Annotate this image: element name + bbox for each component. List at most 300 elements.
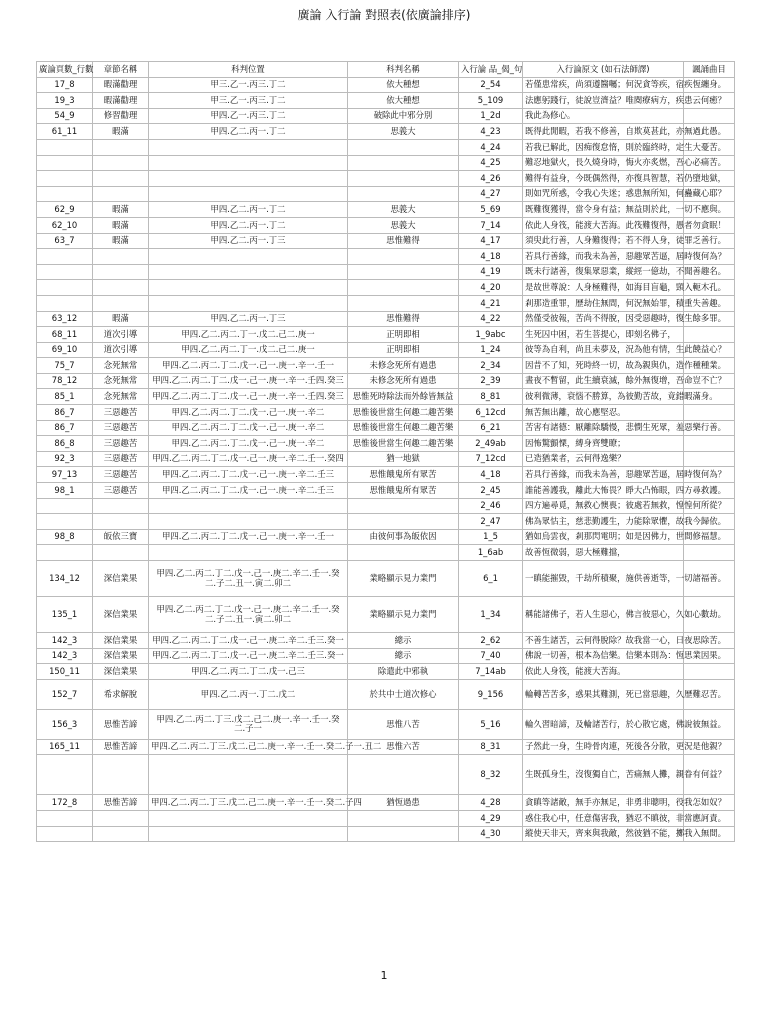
table-cell [149,280,348,296]
table-row [37,498,735,514]
table-cell [684,664,735,680]
table-cell: 生既孤身生，沒復獨自亡，苦痛無人攤，親眷有何益？ [523,755,684,795]
table-cell: 98_8 [37,529,93,545]
table-cell [684,436,735,452]
table-cell: 正明即相 [348,342,459,358]
table-cell: 已造猶業者，云何得逸樂？ [523,451,684,467]
table-cell: 苦害有諸德：厭離除驕慢，悲憫生死眾，羞惡樂行善。 [523,420,684,436]
table-cell: 法應躬踐行，徒說豈濟益？唯閱療病方，疾患云何癒？ [523,93,684,109]
table-row [37,358,735,374]
table-cell: 思惟苦諦 [93,739,149,755]
table-cell: 142_3 [37,648,93,664]
table-row [37,633,735,649]
table-cell [93,498,149,514]
table-cell [93,249,149,265]
table-cell [348,171,459,187]
table-cell: 須臾此行善，人身難復得；若不得人身，徒罪乏善行。 [523,233,684,249]
table-row [37,755,735,795]
table-cell: 156_3 [37,709,93,739]
table-cell [93,826,149,842]
table-cell: 道次引導 [93,342,149,358]
table-cell: 甲四.乙二.丙二.丁三.戊二.己二.庚一.辛一.壬一.癸二.子一.丑二 [149,739,348,755]
table-cell: 暇滿勸理 [93,93,149,109]
table-cell [37,755,93,795]
table-cell: 甲四.乙二.丙二.丁二.戊一.己一.庚一.辛二 [149,436,348,452]
table-cell [37,171,93,187]
table-header-row [37,62,735,78]
table-cell [149,826,348,842]
header-outline-position: 科判位置 [149,62,348,78]
table-cell [37,826,93,842]
table-cell: 63_12 [37,311,93,327]
table-cell: 甲四.乙二.丙二.丁二.戊一.己一.庚一.辛二.壬三 [149,483,348,499]
table-cell [37,280,93,296]
table-cell: 4_19 [459,264,523,280]
table-cell: 正明即相 [348,327,459,343]
table-cell [348,826,459,842]
table-cell [37,139,93,155]
table-cell: 8_81 [459,389,523,405]
table-row [37,108,735,124]
table-cell: 69_10 [37,342,93,358]
table-row [37,467,735,483]
table-cell: 深信業果 [93,648,149,664]
table-row [37,405,735,421]
table-cell: 甲四.乙二.丙二.丁二.戊一.己三 [149,664,348,680]
table-cell [149,249,348,265]
table-cell [93,514,149,530]
table-cell [37,264,93,280]
table-cell [149,545,348,561]
table-cell: 三惡趣苦 [93,483,149,499]
table-row [37,664,735,680]
table-cell: 甲四.乙一.丙三.丁二 [149,108,348,124]
table-cell: 4_20 [459,280,523,296]
table-cell [348,295,459,311]
table-cell: 一瞋能摧毀，千劫所積聚，施供善逝等，一切諸福善。 [523,561,684,597]
table-cell: 依此人身筏，能渡大苦海。此筏難復得，愚者勿貪眠！ [523,217,684,233]
table-cell: 誰能善護我，離此大怖畏？睜大凸怖眼，四方尋救護。 [523,483,684,499]
table-cell: 甲四.乙二.丙二.丁二.戊一.己一.庚一.辛二.壬一.癸四 [149,451,348,467]
table-cell: 1_24 [459,342,523,358]
table-row [37,171,735,187]
table-cell [348,810,459,826]
table-cell: 暇滿 [93,233,149,249]
table-row [37,795,735,811]
table-body [37,77,735,842]
table-cell: 甲四.乙二.丙一.丁二 [149,124,348,140]
table-cell: 7_14ab [459,664,523,680]
table-cell: 思惟難得 [348,311,459,327]
table-cell: 於共中士道次修心 [348,679,459,709]
table-cell: 9_156 [459,679,523,709]
table-cell: 6_21 [459,420,523,436]
table-row [37,93,735,109]
table-cell: 三惡趣苦 [93,451,149,467]
table-cell: 75_7 [37,358,93,374]
table-cell: 4_29 [459,810,523,826]
table-cell [149,810,348,826]
table-cell: 未修念死所有過患 [348,358,459,374]
table-cell: 未修念死所有過患 [348,373,459,389]
table-cell: 若具行善緣，而我未為善，惡趣眾苦逼，屆時復何為？ [523,249,684,265]
table-cell [684,108,735,124]
table-row [37,342,735,358]
table-cell: 深信業果 [93,597,149,633]
table-cell: 深信業果 [93,561,149,597]
table-cell: 思惟難得 [348,233,459,249]
table-cell: 三惡趣苦 [93,436,149,452]
table-row [37,483,735,499]
table-cell: 甲四.乙二.丙一.丁二 [149,217,348,233]
table-cell [37,545,93,561]
table-cell: 甲四.乙二.丙一.丁三 [149,233,348,249]
table-cell: 思惟後世當生何趣二趣苦樂 [348,436,459,452]
table-cell [93,280,149,296]
table-cell: 惑住我心中，任意傷害我，猶忍不瞋彼，非當應訶責。 [523,810,684,826]
table-cell: 思惟苦諦 [93,709,149,739]
table-cell: 2_34 [459,358,523,374]
table-cell [684,451,735,467]
table-cell: 既未行諸善，復集眾惡業，縱經一億劫，不聞善趣名。 [523,264,684,280]
table-row [37,436,735,452]
table-cell: 依大種想 [348,77,459,93]
table-row [37,709,735,739]
table-cell: 54_9 [37,108,93,124]
table-row [37,514,735,530]
table-cell: 我此為修心。 [523,108,684,124]
table-cell [348,264,459,280]
table-cell: 暇滿 [93,311,149,327]
table-cell: 62_10 [37,217,93,233]
table-cell: 三惡趣苦 [93,467,149,483]
table-cell: 2_46 [459,498,523,514]
table-cell: 98_1 [37,483,93,499]
table-row [37,280,735,296]
table-row [37,373,735,389]
table-cell: 1_2d [459,108,523,124]
table-cell: 4_28 [459,795,523,811]
header-bca-verse: 入行論 品_偈_句 [459,62,523,78]
table-cell: 4_21 [459,295,523,311]
table-cell [149,139,348,155]
table-row [37,327,735,343]
table-cell: 4_24 [459,139,523,155]
table-row [37,311,735,327]
table-cell: 2_62 [459,633,523,649]
table-row [37,451,735,467]
table-row [37,77,735,93]
table-cell [348,280,459,296]
table-cell: 甲四.乙二.丙二.丁一.戊二.己二.庚一 [149,327,348,343]
table-cell: 暇滿 [93,202,149,218]
table-cell: 依此人身筏，能渡大苦海。 [523,664,684,680]
table-cell: 2_49ab [459,436,523,452]
table-cell: 總示 [348,633,459,649]
header-bca-text: 入行論原文 (如石法師譯) [523,62,684,78]
table-cell: 甲四.乙二.丙二.丁一.戊二.己二.庚一 [149,342,348,358]
table-row [37,529,735,545]
table-cell: 輪轉苦苦多，惑果其難測，死已當惡趣，久歷難忍苦。 [523,679,684,709]
table-row [37,679,735,709]
table-cell [37,186,93,202]
table-cell: 念死無常 [93,373,149,389]
table-cell: 思惟苦諦 [93,795,149,811]
table-cell: 思惟死時除法而外餘皆無益 [348,389,459,405]
table-cell [37,514,93,530]
table-cell: 1_34 [459,597,523,633]
table-cell: 業略顯示見力業門 [348,597,459,633]
table-cell: 86_8 [37,436,93,452]
table-cell [348,514,459,530]
table-row [37,217,735,233]
table-cell: 暇滿勸理 [93,77,149,93]
table-cell [93,810,149,826]
table-cell: 修習勸理 [93,108,149,124]
table-cell [348,545,459,561]
table-cell [93,545,149,561]
table-cell: 思義大 [348,202,459,218]
table-cell: 剎那造重罪，歷劫住無間，何況無始罪，積重失善趣。 [523,295,684,311]
table-cell [348,249,459,265]
table-row [37,186,735,202]
table-cell: 希求解脫 [93,679,149,709]
table-cell [37,249,93,265]
table-cell: 子然此一身，生時骨肉連，死後各分散，更況是他親？ [523,739,684,755]
table-cell: 4_23 [459,124,523,140]
table-cell: 5_69 [459,202,523,218]
table-cell: 除遣此中邪執 [348,664,459,680]
table-cell: 63_7 [37,233,93,249]
table-cell: 7_12cd [459,451,523,467]
table-row [37,249,735,265]
table-cell: 4_30 [459,826,523,842]
table-row [37,561,735,597]
table-cell: 2_47 [459,514,523,530]
table-row [37,648,735,664]
table-cell: 皈依三寶 [93,529,149,545]
table-cell: 是故世尊說：人身極難得，如海目盲龜，頸入軛木孔。 [523,280,684,296]
table-row [37,155,735,171]
table-cell: 68_11 [37,327,93,343]
table-cell [93,264,149,280]
table-cell: 念死無常 [93,358,149,374]
table-cell: 甲四.乙二.丙一.丁三 [149,311,348,327]
table-cell: 道次引導 [93,327,149,343]
table-cell: 佛為眾怙主，慈悲勤護生，力能除眾懼，故我今歸依。 [523,514,684,530]
table-cell: 92_3 [37,451,93,467]
table-cell: 甲四.乙二.丙一.丁二 [149,202,348,218]
table-cell: 2_39 [459,373,523,389]
table-cell: 猶如烏雲夜，剎那閃電明；如是因佛力，世間修福慧。 [523,529,684,545]
table-cell: 150_11 [37,664,93,680]
table-cell: 4_25 [459,155,523,171]
table-cell: 7_40 [459,648,523,664]
table-cell: 思義大 [348,217,459,233]
header-chant-track: 諷誦曲目 [684,62,735,78]
table-row [37,295,735,311]
table-cell [684,327,735,343]
table-cell [93,755,149,795]
table-cell [93,139,149,155]
table-cell: 2_45 [459,483,523,499]
table-cell: 4_26 [459,171,523,187]
table-cell: 思惟餓鬼所有眾苦 [348,467,459,483]
table-cell: 甲四.乙二.丙二.丁二.戊一.己一.庚二.辛二.壬三.癸一 [149,648,348,664]
table-cell: 1_9abc [459,327,523,343]
table-cell: 若我已解此，因痴復怠惰，則於臨終時，定生大憂苦。 [523,139,684,155]
table-cell [684,545,735,561]
table-cell: 6_12cd [459,405,523,421]
table-cell: 甲四.乙二.丙二.丁二.戊一.己一.庚二.辛二.壬一.癸二.子二.丑一.寅二.卯二 [149,597,348,633]
table-cell: 因昔不了知，死時終一切，故為親與仇，造作種種業。 [523,358,684,374]
header-outline-name: 科判名稱 [348,62,459,78]
table-cell: 由彼何事為皈依因 [348,529,459,545]
table-cell: 4_18 [459,467,523,483]
table-cell: 61_11 [37,124,93,140]
page-number: 1 [380,969,388,982]
table-cell [93,171,149,187]
table-cell [348,755,459,795]
table-cell [149,755,348,795]
table-cell [149,514,348,530]
table-cell: 若僅患常疾，尚須遵醫囑；何況貪等疾，宿疾恆纏身。 [523,77,684,93]
table-cell: 思惟八苦 [348,709,459,739]
table-row [37,597,735,633]
table-cell: 縱使天非天，齊來與我敵，然彼猶不能，擲我入無間。 [523,826,684,842]
table-cell [348,498,459,514]
table-cell: 深信業果 [93,664,149,680]
table-cell: 念死無常 [93,389,149,405]
table-cell: 總示 [348,648,459,664]
table-cell: 甲四.乙二.丙二.丁二.戊一.己一.庚一.辛一.壬四.癸三 [149,373,348,389]
table-cell: 5_16 [459,709,523,739]
table-cell: 無苦無出離，故心應堅忍。 [523,405,684,421]
table-cell: 故善恆微弱，惡大極難擋， [523,545,684,561]
table-cell [149,264,348,280]
table-cell: 甲四.乙二.丙二.丁二.戊一.己一.庚一.辛二 [149,405,348,421]
table-cell [348,139,459,155]
page-title: 廣論 入行論 對照表(依廣論排序) [297,8,471,22]
table-cell: 1_5 [459,529,523,545]
table-cell: 難得有益身，今既偶然得，亦復具智慧，若仍墮地獄， [523,171,684,187]
table-cell: 6_1 [459,561,523,597]
table-cell: 彼等為自利，尚且未夢及，況為他有情，生此饒益心？ [523,342,684,358]
table-cell: 思惟餓鬼所有眾苦 [348,483,459,499]
table-cell: 彼利微薄，衰惱不勝算，為彼勤苦故，竟錯暇滿身。 [523,389,684,405]
table-cell: 甲四.乙二.丙二.丁二.戊一.己一.庚一.辛一.壬四.癸三 [149,389,348,405]
table-cell: 甲四.乙二.丙二.丁二.戊一.己一.庚二.辛二.壬三.癸一 [149,633,348,649]
table-row [37,420,735,436]
table-cell: 若具行善緣，而我未為善，惡趣眾苦逼，屆時復何為？ [523,467,684,483]
table-cell: 貪瞋等諸敵，無手亦無足，非勇非聰明，役我怎如奴？ [523,795,684,811]
table-cell [93,155,149,171]
table-cell: 深信業果 [93,633,149,649]
table-cell: 既得此閒暇，若我不修善，自欺莫甚此，亦無過此愚。 [523,124,684,140]
table-cell: 猶恆過患 [348,795,459,811]
table-cell: 4_17 [459,233,523,249]
table-cell: 甲三.乙一.丙三.丁二 [149,77,348,93]
table-cell: 甲四.乙二.丙二.丁二.戊一.己一.庚一.辛一.壬一 [149,529,348,545]
table-cell: 4_27 [459,186,523,202]
table-cell: 86_7 [37,420,93,436]
table-cell: 62_9 [37,202,93,218]
table-cell: 依大種想 [348,93,459,109]
table-cell [93,295,149,311]
table-row [37,739,735,755]
table-cell: 因怖驚顫慄，縛身齊雙瞭； [523,436,684,452]
table-cell: 甲三.乙一.丙三.丁二 [149,93,348,109]
table-cell [149,295,348,311]
table-cell: 2_54 [459,77,523,93]
table-cell: 晝夜不暫留，此生續衰滅，餘外無復增，吾命豈不亡？ [523,373,684,389]
comparison-table [36,61,735,842]
table-cell: 7_14 [459,217,523,233]
table-cell: 4_18 [459,249,523,265]
table-cell: 稱能諸佛子，若人生惡心，佛言彼惡心，久如心數劫。 [523,597,684,633]
table-cell: 86_7 [37,405,93,421]
header-chapter: 章節名稱 [93,62,149,78]
table-cell: 1_6ab [459,545,523,561]
table-cell: 甲四.乙二.丙二.丁三.戊二.己二.庚一.辛一.壬一.癸二.子四 [149,795,348,811]
table-cell: 輪久習暗諦，及輪諸苦行，於心散它處，佛說彼無益。 [523,709,684,739]
table-cell: 甲四.乙二.丙二.丁二.戊一.己一.庚一.辛二 [149,420,348,436]
table-cell: 4_22 [459,311,523,327]
table-cell: 思惟後世當生何趣二趣苦樂 [348,420,459,436]
table-cell: 5_109 [459,93,523,109]
table-row [37,810,735,826]
table-cell [149,498,348,514]
table-cell: 17_8 [37,77,93,93]
table-cell: 8_32 [459,755,523,795]
table-cell: 甲四.乙二.丙二.丁二.戊一.己一.庚一.辛二.壬三 [149,467,348,483]
table-row [37,139,735,155]
table-cell [93,186,149,202]
table-cell: 142_3 [37,633,93,649]
table-cell: 152_7 [37,679,93,709]
table-cell: 134_12 [37,561,93,597]
table-cell: 三惡趣苦 [93,405,149,421]
table-cell: 然僅受彼報，苦尚不得脫，因受惡趣時，復生餘多罪。 [523,311,684,327]
table-cell: 不善生諸苦，云何得脫除？故我當一心，日夜思除苦。 [523,633,684,649]
table-cell: 8_31 [459,739,523,755]
table-cell: 思惟六苦 [348,739,459,755]
table-row [37,826,735,842]
table-cell [149,155,348,171]
table-cell [37,155,93,171]
table-cell [37,810,93,826]
table-row [37,124,735,140]
table-cell: 97_13 [37,467,93,483]
table-cell [149,186,348,202]
table-cell: 破除此中邪分別 [348,108,459,124]
table-cell: 難忍地獄火，長久燒身時，悔火亦炙燃，吾心必痛苦。 [523,155,684,171]
table-row [37,389,735,405]
table-cell: 78_12 [37,373,93,389]
table-cell: 四方遍尋覓，無救心懊喪；彼處若無救，惶惶何所從？ [523,498,684,514]
table-cell: 甲四.乙二.丙二.丁二.戊一.己一.庚一.辛一.壬一 [149,358,348,374]
table-cell: 則如咒所惑，令我心失迷；惑患無所知，何蠱藏心耶？ [523,186,684,202]
table-cell: 165_11 [37,739,93,755]
table-cell [348,155,459,171]
table-cell: 既難復獲得，當令身有益；無益則於此，一切不應與。 [523,202,684,218]
table-row [37,233,735,249]
table-cell [37,295,93,311]
table-cell: 172_8 [37,795,93,811]
table-cell: 三惡趣苦 [93,420,149,436]
table-row [37,545,735,561]
table-cell [149,171,348,187]
